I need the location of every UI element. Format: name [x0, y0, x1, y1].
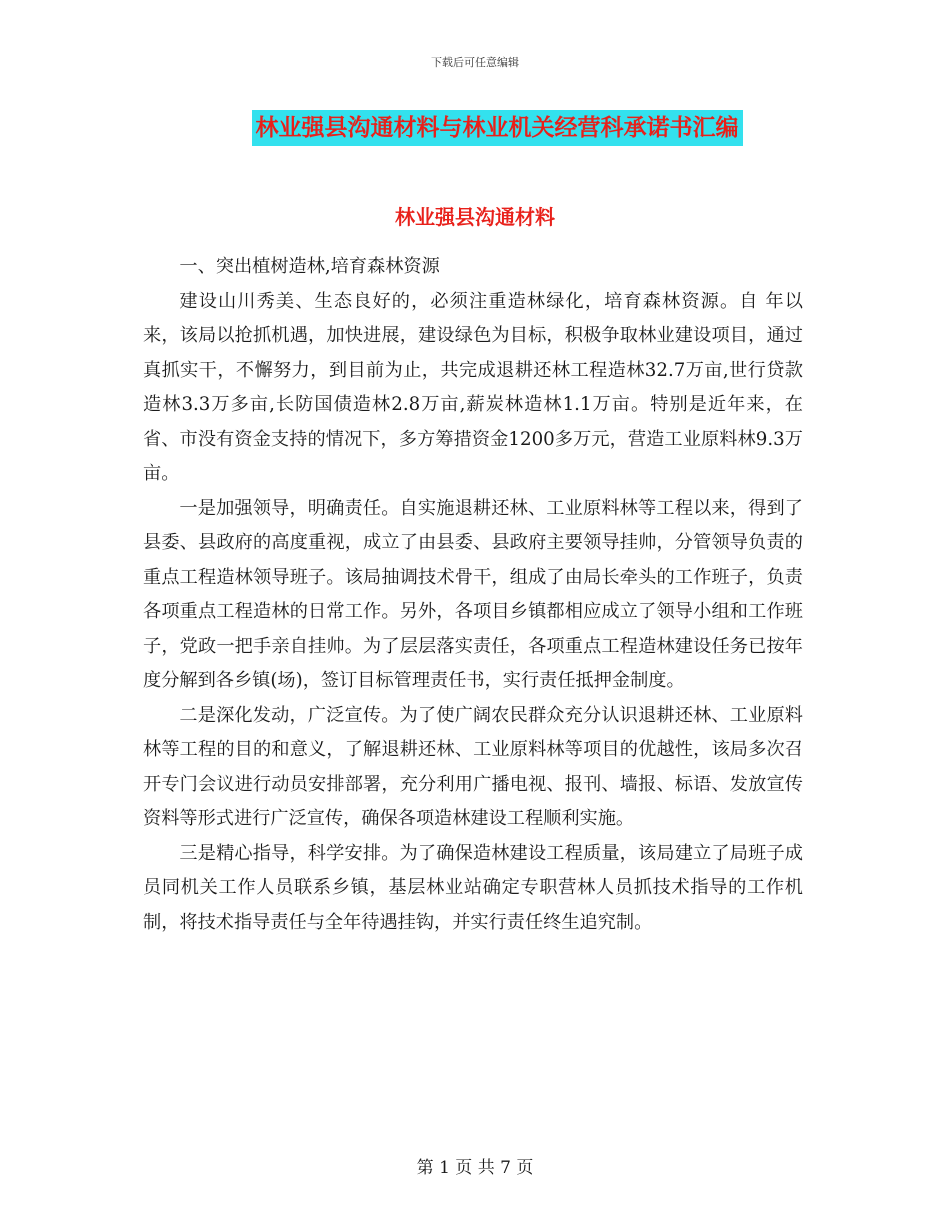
- page-number: 第 1 页 共 7 页: [416, 1158, 534, 1178]
- paragraph: 建设山川秀美、生态良好的，必须注重造林绿化，培育森林资源。自 年以来，该局以抢抓机遇，加快进展，建设绿色为目标，积极争取林业建设项目，通过真抓实干，不懈努力，到目前为止，共完成退耕还林工程造林32.7万亩,世行贷款造林3.3万多亩,长防国债造林2.8万亩,薪炭林造林1.1万亩。特别是近年来，在省、市没有资金支持的情况下，多方筹措资金1200多万元，营造工业原料林9.3万亩。: [143, 290, 803, 484]
- document-title: 林业强县沟通材料与林业机关经营科承诺书汇编: [252, 110, 743, 146]
- paragraph: 一是加强领导，明确责任。自实施退耕还林、工业原料林等工程以来，得到了县委、县政府的高度重视，成立了由县委、县政府主要领导挂帅，分管领导负责的重点工程造林领导班子。该局抽调技术骨干，组成了由局长牵头的工作班子，负责各项重点工程造林的日常工作。另外，各项目乡镇都相应成立了领导小组和工作班子，党政一把手亲自挂帅。为了层层落实责任，各项重点工程造林建设任务已按年度分解到各乡镇(场)，签订目标管理责任书，实行责任抵押金制度。: [143, 497, 803, 691]
- paragraph: 二是深化发动，广泛宣传。为了使广阔农民群众充分认识退耕还林、工业原料林等工程的目的和意义，了解退耕还林、工业原料林等项目的优越性，该局多次召开专门会议进行动员安排部署，充分利用广播电视、报刊、墙报、标语、发放宣传资料等形式进行广泛宣传，确保各项造林建设工程顺利实施。: [143, 704, 803, 829]
- document-title-container: [0, 110, 950, 146]
- paragraph: 三是精心指导，科学安排。为了确保造林建设工程质量，该局建立了局班子成员同机关工作人员联系乡镇，基层林业站确定专职营林人员抓技术指导的工作机制，将技术指导责任与全年待遇挂钩，并实行责任终生追究制。: [143, 842, 803, 933]
- section-title: 林业强县沟通材料: [395, 205, 555, 229]
- document-body: [143, 250, 803, 940]
- paragraph-heading-1: 一、突出植树造林,培育森林资源: [179, 256, 440, 277]
- download-note: 下载后可任意编辑: [431, 56, 519, 69]
